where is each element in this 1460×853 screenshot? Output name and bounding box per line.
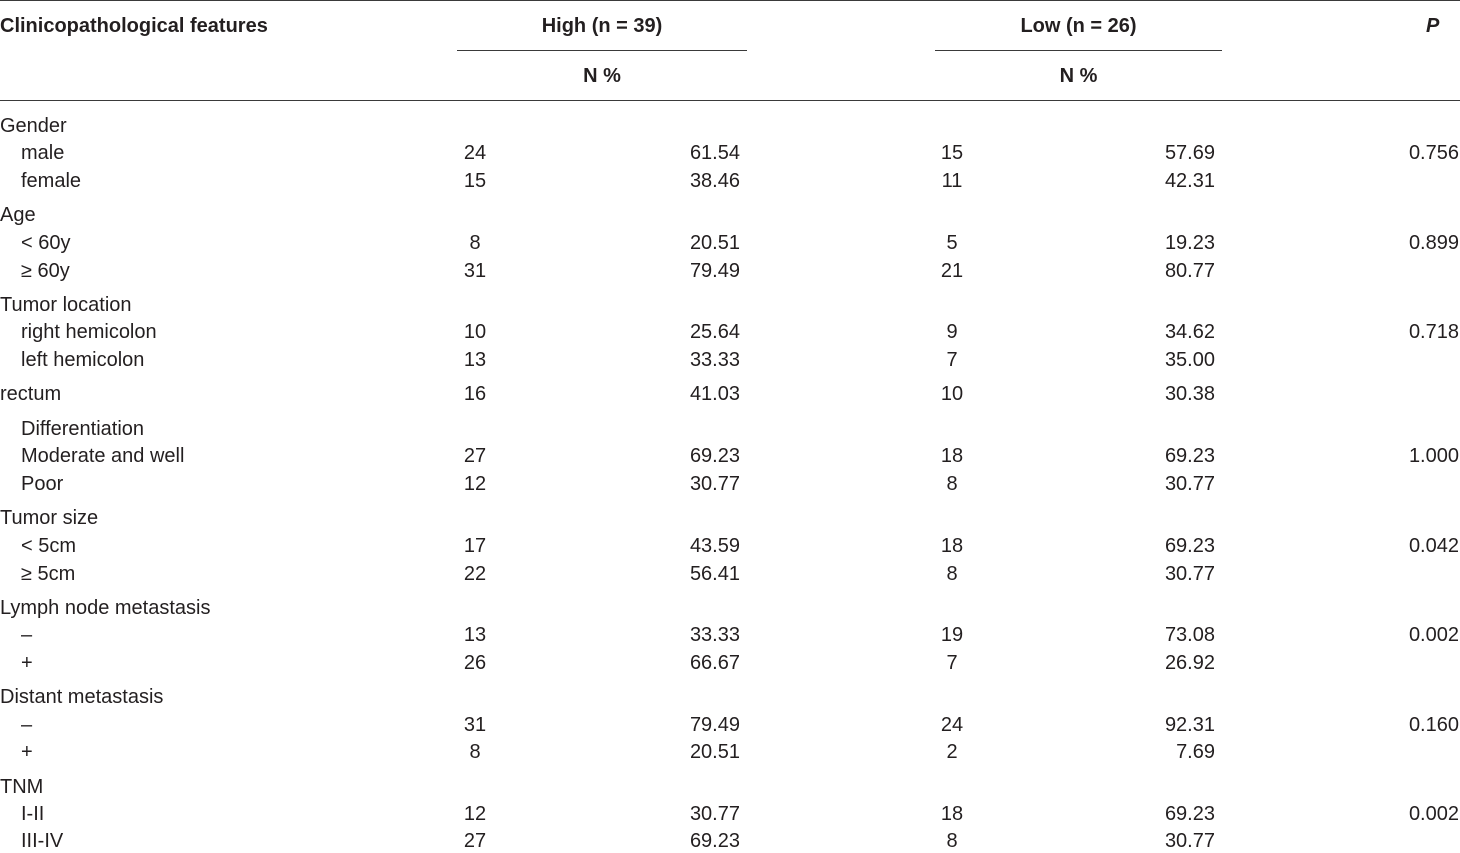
low-pct-cell: 19.23 <box>1164 232 1215 254</box>
high-pct-cell: 38.46 <box>689 170 740 192</box>
row-label: Moderate and well <box>21 445 185 467</box>
low-subheader: N % <box>1059 65 1098 87</box>
high-pct-cell: 61.54 <box>689 142 740 164</box>
high-pct-cell: 79.49 <box>689 260 740 282</box>
low-n-cell: 8 <box>946 830 958 852</box>
row-label: I-II <box>21 803 45 825</box>
high-pct-cell: 41.03 <box>689 383 740 405</box>
low-n-cell: 5 <box>946 232 958 254</box>
p-value-cell: 0.002 <box>1408 624 1459 646</box>
low-group-header: Low (n = 26) <box>1020 15 1137 37</box>
high-n-cell: 15 <box>463 170 487 192</box>
low-n-cell: 18 <box>940 535 964 557</box>
row-label: female <box>21 170 82 192</box>
low-pct-cell: 80.77 <box>1164 260 1215 282</box>
row-label: ≥ 5cm <box>21 563 76 585</box>
row-label: < 5cm <box>21 535 77 557</box>
row-label: Poor <box>21 473 64 495</box>
high-n-cell: 27 <box>463 445 487 467</box>
low-pct-cell: 30.38 <box>1164 383 1215 405</box>
high-n-cell: 12 <box>463 803 487 825</box>
low-pct-cell: 73.08 <box>1164 624 1215 646</box>
low-pct-cell: 30.77 <box>1164 830 1215 852</box>
high-n-cell: 27 <box>463 830 487 852</box>
feature-column-header: Clinicopathological features <box>0 15 268 37</box>
p-value-cell: 0.756 <box>1408 142 1459 164</box>
row-label: Tumor location <box>0 294 132 316</box>
low-group-rule <box>935 50 1222 51</box>
row-label: TNM <box>0 776 44 798</box>
low-pct-cell: 35.00 <box>1164 349 1215 371</box>
high-group-rule <box>457 50 747 51</box>
low-pct-cell: 30.77 <box>1164 473 1215 495</box>
high-n-cell: 8 <box>469 232 481 254</box>
high-pct-cell: 33.33 <box>689 349 740 371</box>
p-value-cell: 0.160 <box>1408 714 1459 736</box>
high-pct-cell: 30.77 <box>689 473 740 495</box>
high-n-cell: 17 <box>463 535 487 557</box>
low-n-cell: 10 <box>940 383 964 405</box>
low-n-cell: 18 <box>940 803 964 825</box>
low-pct-cell: 69.23 <box>1164 445 1215 467</box>
row-label: rectum <box>0 383 62 405</box>
high-n-cell: 13 <box>463 624 487 646</box>
low-pct-cell: 42.31 <box>1164 170 1215 192</box>
table-top-rule <box>0 0 1460 1</box>
high-n-cell: 26 <box>463 652 487 674</box>
low-n-cell: 21 <box>940 260 964 282</box>
row-label: < 60y <box>21 232 71 254</box>
row-label: Gender <box>0 115 67 137</box>
high-pct-cell: 20.51 <box>689 741 740 763</box>
row-label: Lymph node metastasis <box>0 597 211 619</box>
row-label: right hemicolon <box>21 321 157 343</box>
low-n-cell: 24 <box>940 714 964 736</box>
low-n-cell: 19 <box>940 624 964 646</box>
high-n-cell: 22 <box>463 563 487 585</box>
high-pct-cell: 33.33 <box>689 624 740 646</box>
low-n-cell: 8 <box>946 563 958 585</box>
row-label: Distant metastasis <box>0 686 164 708</box>
high-pct-cell: 69.23 <box>689 445 740 467</box>
high-n-cell: 31 <box>463 260 487 282</box>
row-label: + <box>21 652 33 674</box>
row-label: ≥ 60y <box>21 260 70 282</box>
low-n-cell: 2 <box>946 741 958 763</box>
high-pct-cell: 66.67 <box>689 652 740 674</box>
row-label: Age <box>0 204 36 226</box>
p-value-cell: 0.042 <box>1408 535 1459 557</box>
p-column-header: P <box>1426 15 1440 37</box>
row-label: – <box>21 714 33 736</box>
low-n-cell: 9 <box>946 321 958 343</box>
high-n-cell: 24 <box>463 142 487 164</box>
low-pct-cell: 30.77 <box>1164 563 1215 585</box>
high-n-cell: 13 <box>463 349 487 371</box>
high-n-cell: 16 <box>463 383 487 405</box>
row-label: Tumor size <box>0 507 99 529</box>
high-n-cell: 10 <box>463 321 487 343</box>
low-n-cell: 15 <box>940 142 964 164</box>
high-pct-cell: 69.23 <box>689 830 740 852</box>
high-pct-cell: 25.64 <box>689 321 740 343</box>
high-pct-cell: 30.77 <box>689 803 740 825</box>
low-n-cell: 8 <box>946 473 958 495</box>
high-pct-cell: 43.59 <box>689 535 740 557</box>
low-pct-cell: 7.69 <box>1176 741 1215 763</box>
low-pct-cell: 26.92 <box>1164 652 1215 674</box>
high-subheader: N % <box>583 65 621 87</box>
low-n-cell: 7 <box>946 349 958 371</box>
p-value-cell: 1.000 <box>1408 445 1459 467</box>
row-label: III-IV <box>21 830 64 852</box>
row-label: Differentiation <box>21 418 145 440</box>
low-pct-cell: 69.23 <box>1164 535 1215 557</box>
low-pct-cell: 34.62 <box>1164 321 1215 343</box>
high-pct-cell: 56.41 <box>689 563 740 585</box>
high-n-cell: 31 <box>463 714 487 736</box>
high-n-cell: 12 <box>463 473 487 495</box>
row-label: male <box>21 142 65 164</box>
header-bottom-rule <box>0 100 1460 101</box>
p-value-cell: 0.002 <box>1408 803 1459 825</box>
low-pct-cell: 57.69 <box>1164 142 1215 164</box>
low-n-cell: 7 <box>946 652 958 674</box>
row-label: – <box>21 624 33 646</box>
high-group-header: High (n = 39) <box>541 15 663 37</box>
low-n-cell: 11 <box>941 170 963 192</box>
p-value-cell: 0.718 <box>1408 321 1459 343</box>
high-n-cell: 8 <box>469 741 481 763</box>
low-n-cell: 18 <box>940 445 964 467</box>
low-pct-cell: 92.31 <box>1164 714 1215 736</box>
row-label: + <box>21 741 33 763</box>
row-label: left hemicolon <box>21 349 145 371</box>
p-value-cell: 0.899 <box>1408 232 1459 254</box>
high-pct-cell: 20.51 <box>689 232 740 254</box>
high-pct-cell: 79.49 <box>689 714 740 736</box>
low-pct-cell: 69.23 <box>1164 803 1215 825</box>
